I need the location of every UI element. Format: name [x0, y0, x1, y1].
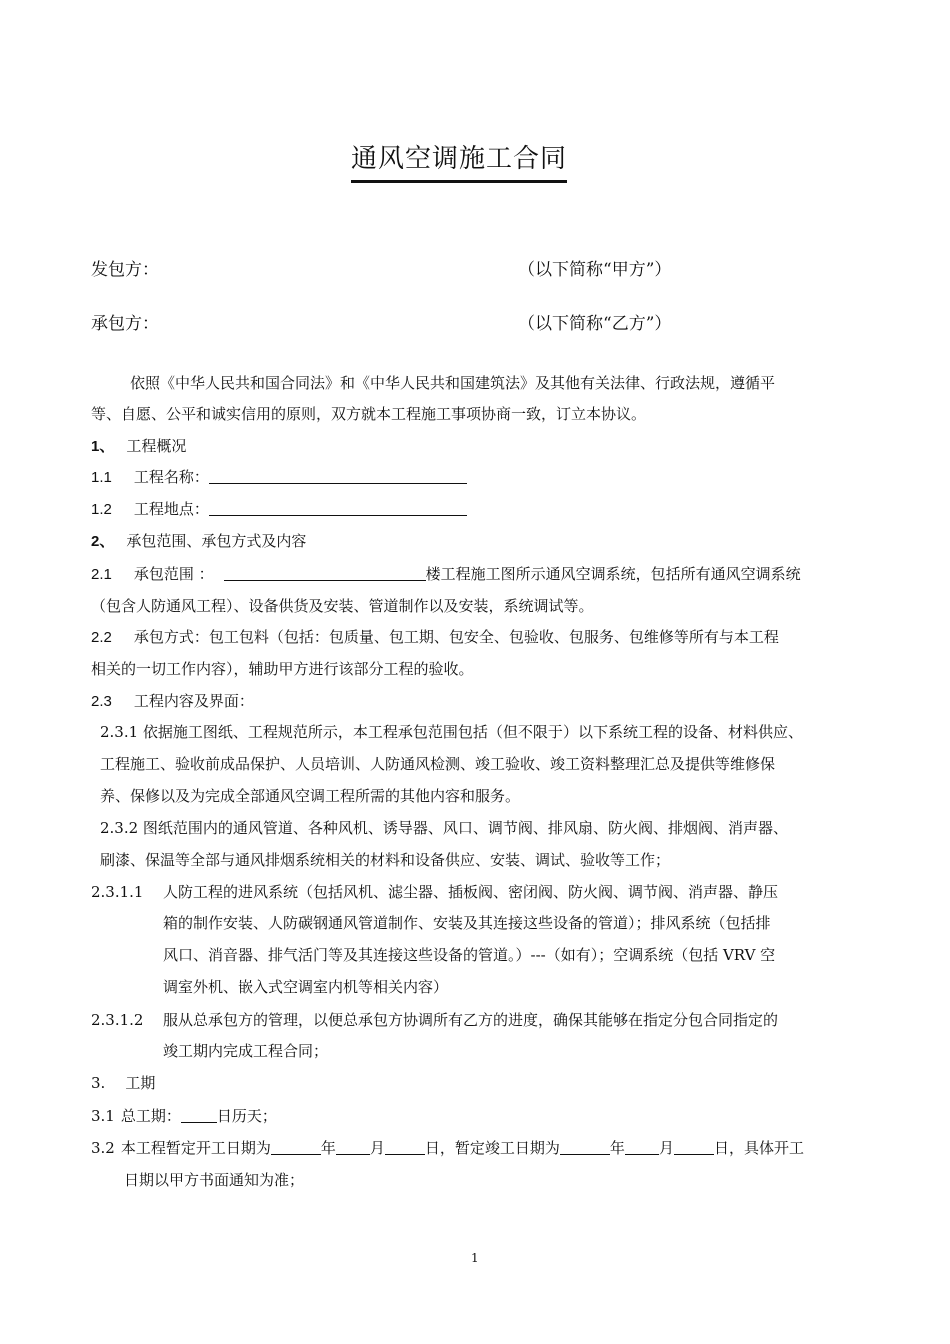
end-year-blank[interactable]: [560, 1139, 610, 1155]
item-2-1-text: 楼工程施工图所示通风空调系统，包括所有通风空调系统: [425, 565, 801, 583]
item-1-2-number: 1.2: [91, 501, 112, 518]
total-duration-blank[interactable]: [181, 1107, 217, 1123]
page-number: 1: [471, 1251, 479, 1265]
item-2-3: [91, 691, 254, 712]
item-2-3-1-1-number: 2.3.1.1: [91, 883, 144, 901]
project-name-blank[interactable]: [209, 468, 467, 484]
end-day-blank[interactable]: [674, 1139, 714, 1155]
start-month-label: 月: [369, 1139, 385, 1157]
project-location-blank[interactable]: [209, 500, 467, 516]
section-2-title: 承包范围、承包方式及内容: [126, 532, 307, 550]
item-2-3-1-2-number: 2.3.1.2: [91, 1011, 144, 1029]
section-3-number: 3.: [91, 1074, 106, 1092]
section-2-heading: [91, 531, 306, 552]
building-blank[interactable]: [224, 565, 426, 581]
section-1-heading: [91, 436, 186, 457]
item-2-2-line-1: 承包方式：包工包料（包括：包质量、包工期、包安全、包验收、包服务、包维修等所有与本工程: [133, 628, 779, 646]
item-2-1-line-2: （包含人防通风工程）、设备供货及安装、管道制作以及安装，系统调试等。: [91, 597, 594, 615]
item-2-3-1-1-line-4: 调室外机、嵌入式空调室内机等相关内容）: [163, 978, 449, 996]
section-1-number: 1、: [91, 438, 115, 455]
section-3-title: 工期: [125, 1074, 156, 1092]
item-3-2-line-2: 日期以甲方书面通知为准；: [124, 1171, 305, 1189]
employer-note: （以下简称“甲方”）: [518, 260, 672, 280]
item-2-3-title: 工程内容及界面：: [133, 692, 254, 710]
item-2-3-number: 2.3: [91, 693, 112, 710]
item-3-1-unit: 日历天；: [216, 1107, 277, 1125]
completion-text: 日，暂定竣工日期为: [424, 1139, 560, 1157]
item-2-2-number: 2.2: [91, 629, 112, 646]
item-1-2: [91, 499, 467, 520]
item-2-3-1-line-1: 2.3.1 依据施工图纸、工程规范所示，本工程承包范围包括（但不限于）以下系统工程的设备、材料供应、: [100, 723, 803, 741]
start-month-blank[interactable]: [336, 1139, 370, 1155]
contractor-label: 承包方：: [91, 314, 159, 334]
item-3-2-end-text: 日，具体开工: [713, 1139, 804, 1157]
item-2-3-2-line-1: 2.3.2 图纸范围内的通风管道、各种风机、诱导器、风口、调节阀、排风扇、防火阀、排烟阀、消声器、: [100, 819, 788, 837]
item-2-3-2-line-2: 刷漆、保温等全部与通风排烟系统相关的材料和设备供应、安装、调试、验收等工作；: [100, 851, 671, 869]
start-year-label: 年: [320, 1139, 336, 1157]
document-title: 通风空调施工合同: [351, 142, 567, 183]
item-2-1-label: 承包范围 ：: [133, 565, 214, 583]
item-1-1-number: 1.1: [91, 469, 112, 486]
item-2-2-line-2: 相关的一切工作内容），辅助甲方进行该部分工程的验收。: [91, 660, 474, 678]
end-month-label: 月: [658, 1139, 674, 1157]
start-day-blank[interactable]: [385, 1139, 425, 1155]
item-2-3-1-line-2: 工程施工、验收前成品保护、人员培训、人防通风检测、竣工验收、竣工资料整理汇总及提供等维修保: [100, 755, 776, 773]
section-1-title: 工程概况: [126, 437, 187, 455]
item-2-1-number: 2.1: [91, 566, 112, 583]
intro-line-2: 等、自愿、公平和诚实信用的原则，双方就本工程施工事项协商一致，订立本协议。: [91, 405, 647, 423]
end-month-blank[interactable]: [625, 1139, 659, 1155]
item-3-2-start-text: 本工程暂定开工日期为: [120, 1139, 271, 1157]
item-1-1-label: 工程名称：: [133, 468, 209, 486]
item-3-2-number: 3.2: [91, 1139, 115, 1157]
item-2-3-1-1-line-3: 风口、消音器、排气活门等及其连接这些设备的管道。）---（如有）；空调系统（包括 VRV 空: [163, 946, 776, 964]
item-2-3-1-line-3: 养、保修以及为完成全部通风空调工程所需的其他内容和服务。: [100, 787, 521, 805]
item-2-3-1-1-line-2: 箱的制作安装、人防碳钢通风管道制作、安装及其连接这些设备的管道）；排风系统（包括排: [163, 914, 771, 932]
item-2-1: [91, 564, 801, 585]
item-1-1: [91, 467, 467, 488]
item-2-3-1-1-line-1: 人防工程的进风系统（包括风机、滤尘器、插板阀、密闭阀、防火阀、调节阀、消声器、静压: [163, 883, 779, 901]
item-2-3-1-2-line-1: 服从总承包方的管理，以便总承包方协调所有乙方的进度，确保其能够在指定分包合同指定的: [163, 1011, 779, 1029]
item-3-2: [91, 1138, 804, 1158]
end-year-label: 年: [609, 1139, 625, 1157]
section-2-number: 2、: [91, 533, 115, 550]
section-3-heading: [91, 1073, 155, 1093]
employer-label: 发包方：: [91, 260, 159, 280]
item-2-3-1-2-line-2: 竣工期内完成工程合同；: [163, 1042, 329, 1060]
intro-line-1: 依照《中华人民共和国合同法》和《中华人民共和国建筑法》及其他有关法律、行政法规，遵循平: [130, 374, 776, 392]
item-3-1-label: 总工期：: [120, 1107, 181, 1125]
item-3-1: [91, 1106, 277, 1126]
start-year-blank[interactable]: [271, 1139, 321, 1155]
item-3-1-number: 3.1: [91, 1107, 115, 1125]
item-1-2-label: 工程地点：: [133, 500, 209, 518]
contractor-note: （以下简称“乙方”）: [518, 314, 672, 334]
item-2-2: [91, 627, 779, 648]
